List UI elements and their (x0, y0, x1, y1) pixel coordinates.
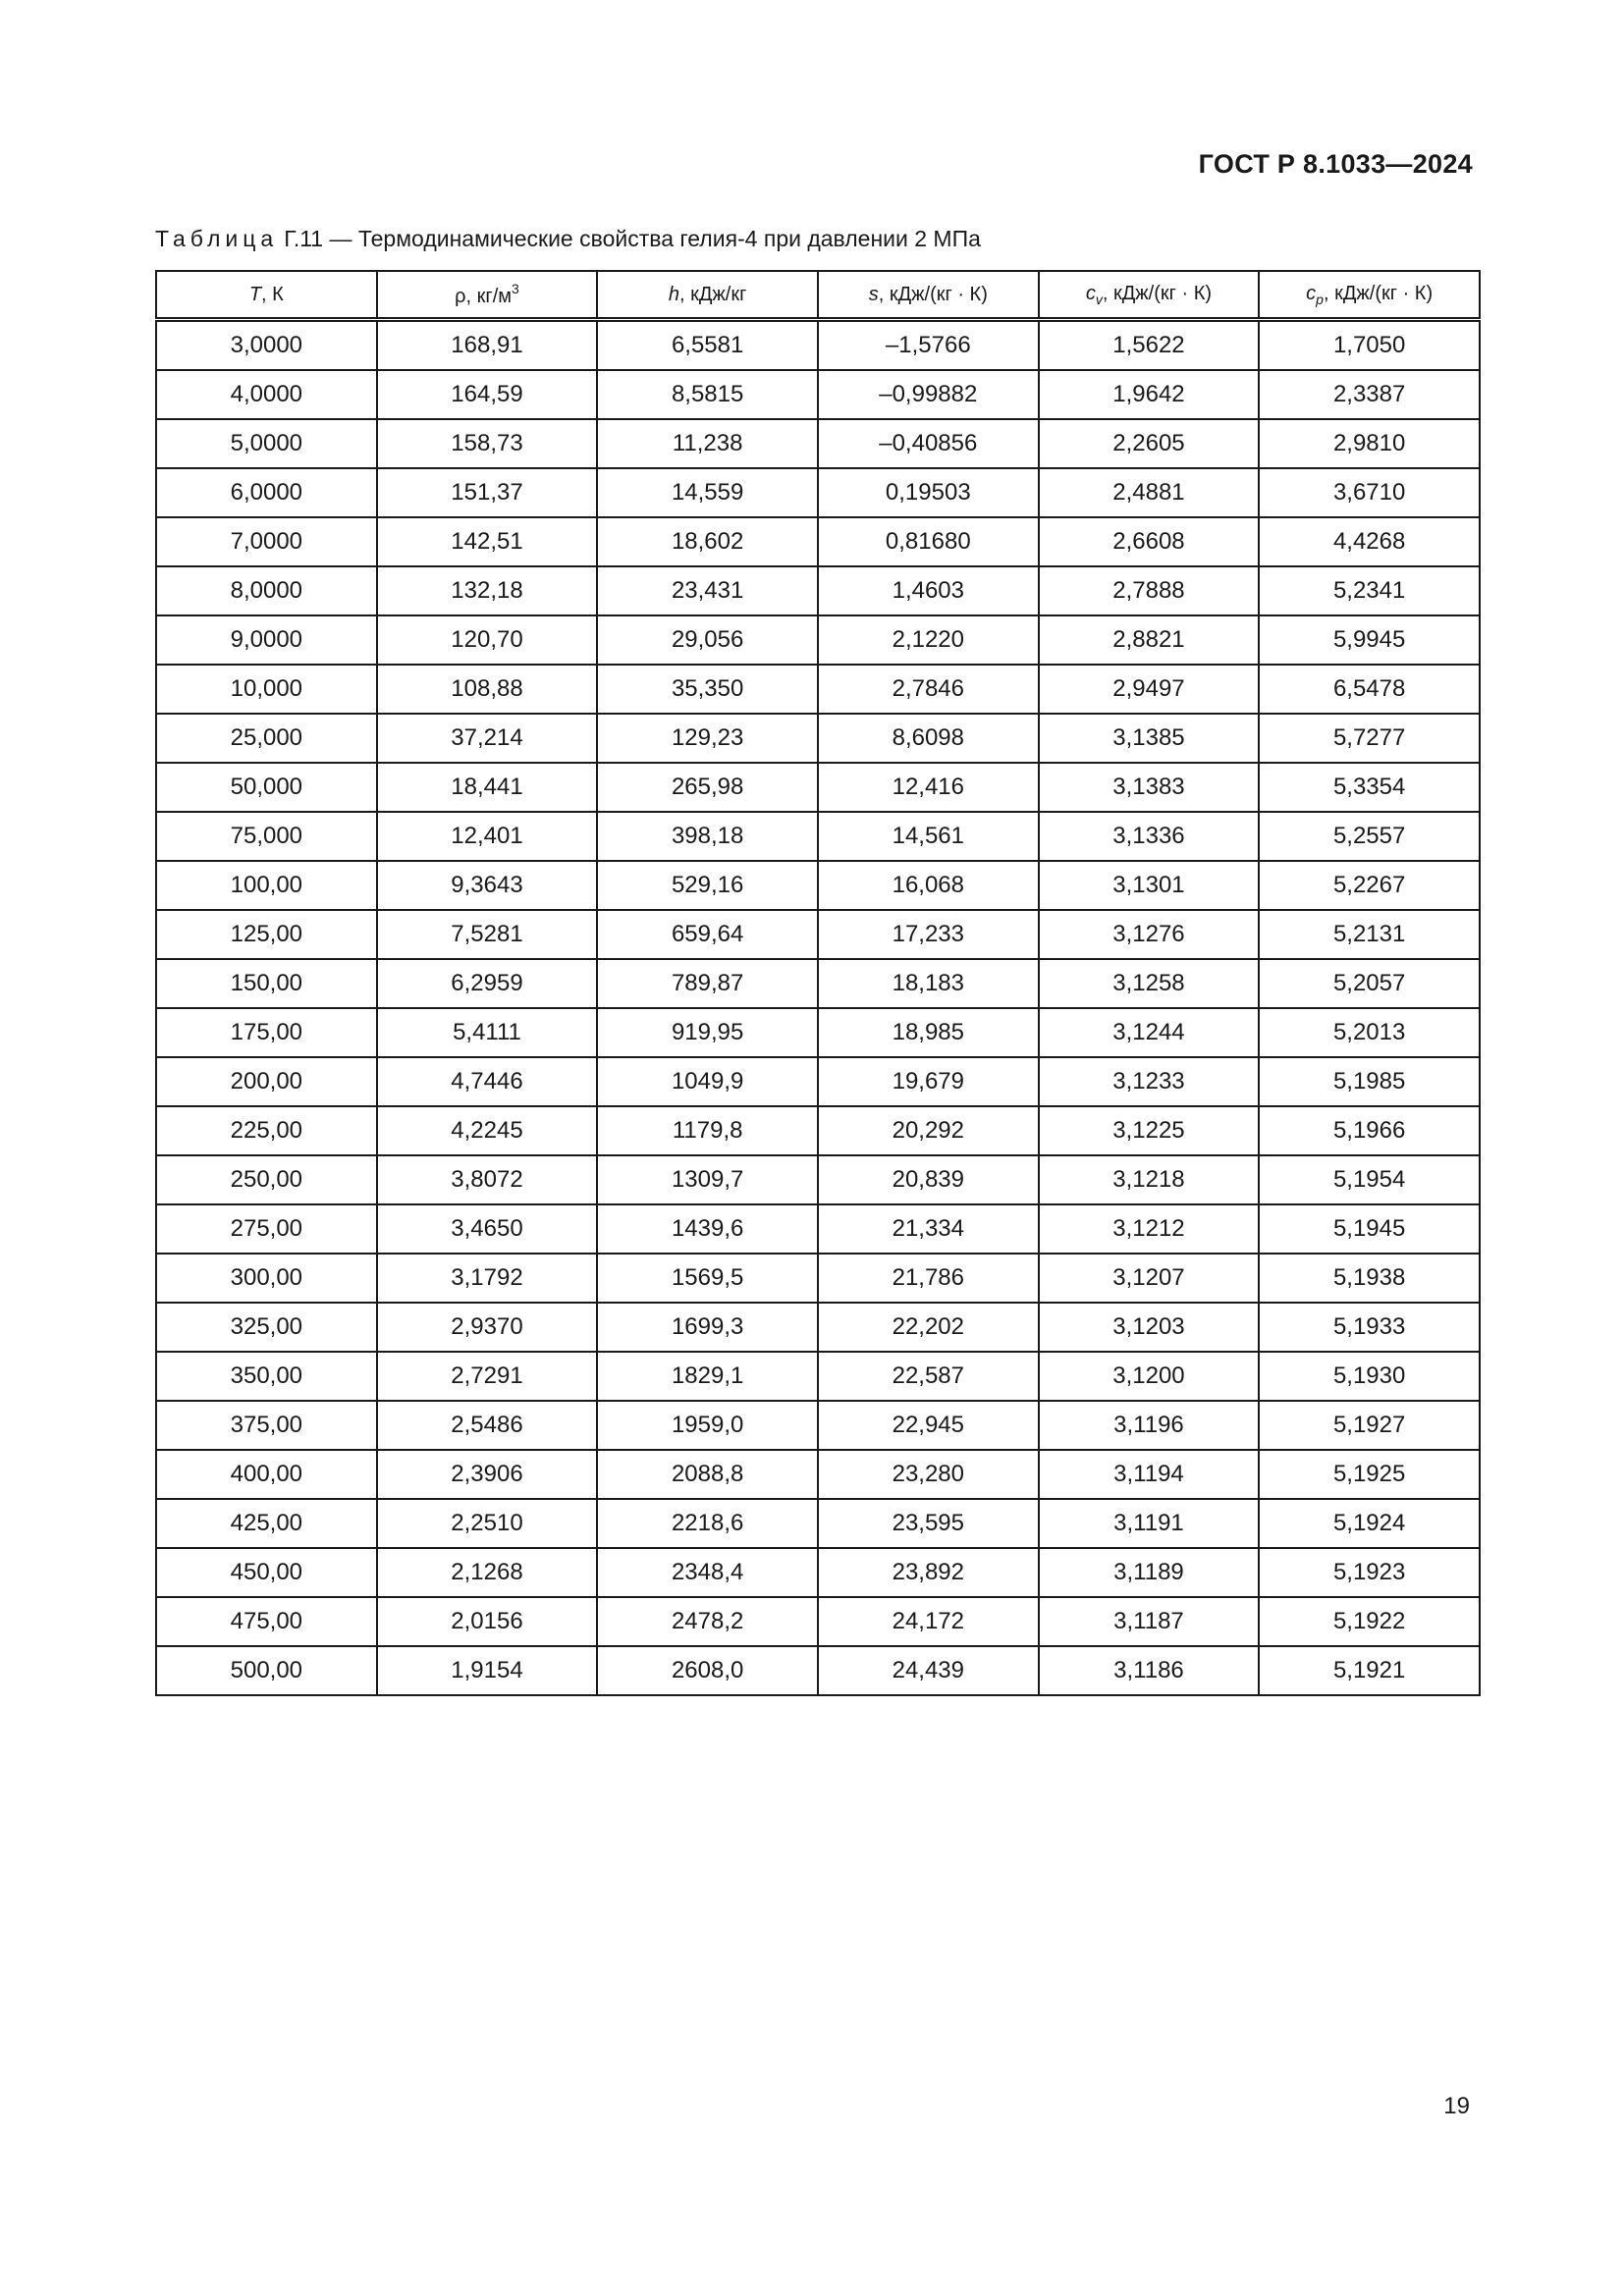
table-cell: 12,401 (377, 812, 598, 861)
table-row (156, 1548, 1480, 1597)
table-cell: 1,7050 (1259, 320, 1480, 371)
table-cell: 2,0156 (377, 1597, 598, 1646)
column-symbol: h (668, 283, 679, 305)
table-cell: 16,068 (818, 861, 1039, 910)
table-cell: 3,1196 (1039, 1401, 1260, 1450)
table-cell: 5,0000 (156, 419, 377, 468)
table-cell: 100,00 (156, 861, 377, 910)
table-cell: 6,2959 (377, 959, 598, 1008)
table-cell: 5,1927 (1259, 1401, 1480, 1450)
table-cell: 120,70 (377, 615, 598, 665)
table-cell: 14,561 (818, 812, 1039, 861)
table-cell: 21,334 (818, 1204, 1039, 1254)
table-cell: 2218,6 (597, 1499, 818, 1548)
table-cell: 5,3354 (1259, 763, 1480, 812)
table-row (156, 1155, 1480, 1204)
table-cell: 1699,3 (597, 1303, 818, 1352)
table-cell: 3,1187 (1039, 1597, 1260, 1646)
table-cell: 3,1233 (1039, 1057, 1260, 1106)
table-cell: 1829,1 (597, 1352, 818, 1401)
table-row (156, 763, 1480, 812)
table-row (156, 1499, 1480, 1548)
table-cell: 5,4111 (377, 1008, 598, 1057)
table-cell: 18,441 (377, 763, 598, 812)
table-cell: 2,1268 (377, 1548, 598, 1597)
table-cell: 3,1203 (1039, 1303, 1260, 1352)
table-cell: 19,679 (818, 1057, 1039, 1106)
table-cell: 3,1383 (1039, 763, 1260, 812)
table-row (156, 714, 1480, 763)
table-cell: 3,1186 (1039, 1646, 1260, 1695)
table-cell: 1309,7 (597, 1155, 818, 1204)
table-cell: 325,00 (156, 1303, 377, 1352)
table-cell: –0,99882 (818, 370, 1039, 419)
table-cell: 225,00 (156, 1106, 377, 1155)
table-cell: 23,431 (597, 566, 818, 615)
table-cell: 2,5486 (377, 1401, 598, 1450)
table-cell: 2,9370 (377, 1303, 598, 1352)
table-row (156, 1008, 1480, 1057)
column-header-entropy (818, 271, 1039, 320)
table-cell: 9,3643 (377, 861, 598, 910)
table-cell: 2,7846 (818, 665, 1039, 714)
column-header-density (377, 271, 598, 320)
table-cell: 5,2013 (1259, 1008, 1480, 1057)
column-header-cv (1039, 271, 1260, 320)
table-cell: 23,280 (818, 1450, 1039, 1499)
table-cell: 23,595 (818, 1499, 1039, 1548)
table-cell: 1,9154 (377, 1646, 598, 1695)
table-row (156, 1646, 1480, 1695)
table-cell: 375,00 (156, 1401, 377, 1450)
table-cell: 3,1207 (1039, 1254, 1260, 1303)
table-cell: 8,5815 (597, 370, 818, 419)
table-cell: 18,183 (818, 959, 1039, 1008)
table-cell: 132,18 (377, 566, 598, 615)
table-row (156, 861, 1480, 910)
table-cell: 5,1923 (1259, 1548, 1480, 1597)
table-cell: 35,350 (597, 665, 818, 714)
table-cell: 475,00 (156, 1597, 377, 1646)
table-cell: 2,9497 (1039, 665, 1260, 714)
table-cell: 108,88 (377, 665, 598, 714)
table-cell: 3,1301 (1039, 861, 1260, 910)
table-cell: 5,1922 (1259, 1597, 1480, 1646)
table-cell: 6,0000 (156, 468, 377, 517)
table-cell: 4,0000 (156, 370, 377, 419)
table-cell: 2,4881 (1039, 468, 1260, 517)
table-cell: 4,7446 (377, 1057, 598, 1106)
table-cell: 3,1194 (1039, 1450, 1260, 1499)
table-cell: 1959,0 (597, 1401, 818, 1450)
table-row (156, 615, 1480, 665)
table-cell: 3,1336 (1039, 812, 1260, 861)
column-unit: , кДж/кг (679, 283, 747, 305)
table-cell: 1049,9 (597, 1057, 818, 1106)
table-cell: 5,2557 (1259, 812, 1480, 861)
table-row (156, 468, 1480, 517)
column-symbol: ρ (455, 286, 466, 307)
table-cell: 1,5622 (1039, 320, 1260, 371)
thermo-properties-table (155, 270, 1481, 1696)
table-cell: –1,5766 (818, 320, 1039, 371)
table-cell: 7,0000 (156, 517, 377, 566)
table-cell: 2348,4 (597, 1548, 818, 1597)
table-cell: 2478,2 (597, 1597, 818, 1646)
table-row (156, 370, 1480, 419)
table-row (156, 419, 1480, 468)
table-header-row (156, 271, 1480, 320)
table-cell: 3,1225 (1039, 1106, 1260, 1155)
column-unit: , кДж/(кг · К) (1102, 282, 1213, 304)
table-cell: 2,7291 (377, 1352, 598, 1401)
table-cell: 3,6710 (1259, 468, 1480, 517)
table-cell: 125,00 (156, 910, 377, 959)
table-cell: 3,1200 (1039, 1352, 1260, 1401)
table-cell: 3,1191 (1039, 1499, 1260, 1548)
table-caption (155, 226, 981, 252)
table-caption-text: Г.11 — Термодинамические свойства гелия-4 при давлении 2 МПа (284, 226, 981, 251)
table-cell: 5,2267 (1259, 861, 1480, 910)
table-row (156, 1597, 1480, 1646)
table-cell: 2,2510 (377, 1499, 598, 1548)
table-cell: 1439,6 (597, 1204, 818, 1254)
table-row (156, 959, 1480, 1008)
table-cell: 2,8821 (1039, 615, 1260, 665)
table-cell: 158,73 (377, 419, 598, 468)
table-cell: 1569,5 (597, 1254, 818, 1303)
table-row (156, 1401, 1480, 1450)
table-cell: 1,4603 (818, 566, 1039, 615)
table-cell: 8,6098 (818, 714, 1039, 763)
table-cell: 5,9945 (1259, 615, 1480, 665)
table-row (156, 1106, 1480, 1155)
table-cell: 129,23 (597, 714, 818, 763)
table-cell: 5,1966 (1259, 1106, 1480, 1155)
table-row (156, 320, 1480, 371)
table-cell: 4,4268 (1259, 517, 1480, 566)
table-cell: 1179,8 (597, 1106, 818, 1155)
column-header-cp (1259, 271, 1480, 320)
table-cell: 5,1954 (1259, 1155, 1480, 1204)
table-cell: 24,172 (818, 1597, 1039, 1646)
table-cell: 2,3387 (1259, 370, 1480, 419)
table-cell: 2,3906 (377, 1450, 598, 1499)
table-cell: 25,000 (156, 714, 377, 763)
table-cell: 6,5478 (1259, 665, 1480, 714)
column-symbol: s (868, 283, 879, 305)
table-cell: 9,0000 (156, 615, 377, 665)
table-cell: 168,91 (377, 320, 598, 371)
table-cell: 22,587 (818, 1352, 1039, 1401)
table-cell: 3,1244 (1039, 1008, 1260, 1057)
table-cell: 150,00 (156, 959, 377, 1008)
table-cell: 789,87 (597, 959, 818, 1008)
table-cell: 5,2057 (1259, 959, 1480, 1008)
table-cell: 300,00 (156, 1254, 377, 1303)
table-row (156, 812, 1480, 861)
table-cell: 142,51 (377, 517, 598, 566)
table-cell: 2,2605 (1039, 419, 1260, 468)
table-cell: 0,19503 (818, 468, 1039, 517)
column-unit: , кг/м (465, 286, 513, 307)
table-cell: 20,839 (818, 1155, 1039, 1204)
table-body (156, 320, 1480, 1696)
table-cell: 3,4650 (377, 1204, 598, 1254)
table-cell: 2,9810 (1259, 419, 1480, 468)
table-cell: 3,0000 (156, 320, 377, 371)
table-cell: 8,0000 (156, 566, 377, 615)
table-row (156, 566, 1480, 615)
table-cell: 1,9642 (1039, 370, 1260, 419)
table-cell: 3,1258 (1039, 959, 1260, 1008)
table-cell: 10,000 (156, 665, 377, 714)
table-cell: 23,892 (818, 1548, 1039, 1597)
table-caption-label: Таблица (155, 226, 279, 251)
table-cell: 450,00 (156, 1548, 377, 1597)
table-cell: 400,00 (156, 1450, 377, 1499)
table-row (156, 517, 1480, 566)
table-cell: 398,18 (597, 812, 818, 861)
table-cell: 22,202 (818, 1303, 1039, 1352)
page-number: 19 (1443, 2093, 1470, 2119)
column-subscript: p (1316, 291, 1324, 307)
table-cell: 20,292 (818, 1106, 1039, 1155)
table-cell: 3,8072 (377, 1155, 598, 1204)
table-cell: 2608,0 (597, 1646, 818, 1695)
table-cell: 11,238 (597, 419, 818, 468)
table-cell: 7,5281 (377, 910, 598, 959)
table-row (156, 1450, 1480, 1499)
table-cell: 265,98 (597, 763, 818, 812)
column-symbol: c (1306, 282, 1317, 304)
table-cell: 12,416 (818, 763, 1039, 812)
table-cell: 5,1938 (1259, 1254, 1480, 1303)
table-cell: 5,1945 (1259, 1204, 1480, 1254)
table-cell: 3,1212 (1039, 1204, 1260, 1254)
table-cell: 250,00 (156, 1155, 377, 1204)
table-cell: 659,64 (597, 910, 818, 959)
table-cell: 5,1924 (1259, 1499, 1480, 1548)
column-unit: , кДж/(кг · К) (878, 283, 988, 305)
table-cell: –0,40856 (818, 419, 1039, 468)
table-cell: 3,1218 (1039, 1155, 1260, 1204)
table-row (156, 1352, 1480, 1401)
column-symbol: T (248, 283, 262, 305)
table-row (156, 665, 1480, 714)
table-cell: 4,2245 (377, 1106, 598, 1155)
table-cell: 2,7888 (1039, 566, 1260, 615)
table-cell: 50,000 (156, 763, 377, 812)
table-cell: 500,00 (156, 1646, 377, 1695)
table-cell: 18,602 (597, 517, 818, 566)
column-unit: , К (261, 283, 284, 305)
table-cell: 5,1921 (1259, 1646, 1480, 1695)
table-cell: 37,214 (377, 714, 598, 763)
table-cell: 3,1276 (1039, 910, 1260, 959)
table-cell: 6,5581 (597, 320, 818, 371)
table-cell: 29,056 (597, 615, 818, 665)
table-cell: 14,559 (597, 468, 818, 517)
table-cell: 22,945 (818, 1401, 1039, 1450)
table-cell: 2,1220 (818, 615, 1039, 665)
table-cell: 175,00 (156, 1008, 377, 1057)
table-cell: 17,233 (818, 910, 1039, 959)
column-unit-superscript: 3 (512, 281, 519, 296)
table-row (156, 1303, 1480, 1352)
table-cell: 200,00 (156, 1057, 377, 1106)
table-row (156, 1254, 1480, 1303)
table-row (156, 1204, 1480, 1254)
table-cell: 350,00 (156, 1352, 377, 1401)
table-cell: 24,439 (818, 1646, 1039, 1695)
table-cell: 3,1385 (1039, 714, 1260, 763)
table-cell: 5,2341 (1259, 566, 1480, 615)
column-header-enthalpy (597, 271, 818, 320)
column-header-temperature (156, 271, 377, 320)
table-cell: 275,00 (156, 1204, 377, 1254)
table-cell: 75,000 (156, 812, 377, 861)
table-cell: 529,16 (597, 861, 818, 910)
table-cell: 151,37 (377, 468, 598, 517)
table-cell: 3,1792 (377, 1254, 598, 1303)
table-cell: 2088,8 (597, 1450, 818, 1499)
column-unit: , кДж/(кг · К) (1323, 282, 1434, 304)
table-cell: 5,2131 (1259, 910, 1480, 959)
table-cell: 2,6608 (1039, 517, 1260, 566)
table-row (156, 1057, 1480, 1106)
table-cell: 164,59 (377, 370, 598, 419)
table-cell: 21,786 (818, 1254, 1039, 1303)
table-cell: 5,1925 (1259, 1450, 1480, 1499)
table-cell: 5,7277 (1259, 714, 1480, 763)
table-cell: 5,1930 (1259, 1352, 1480, 1401)
table-cell: 18,985 (818, 1008, 1039, 1057)
document-code: ГОСТ Р 8.1033—2024 (1198, 149, 1473, 179)
table-cell: 5,1985 (1259, 1057, 1480, 1106)
table-cell: 425,00 (156, 1499, 377, 1548)
table-cell: 5,1933 (1259, 1303, 1480, 1352)
column-subscript: v (1095, 291, 1103, 307)
column-symbol: c (1085, 282, 1096, 304)
table-cell: 0,81680 (818, 517, 1039, 566)
table-row (156, 910, 1480, 959)
table-cell: 919,95 (597, 1008, 818, 1057)
table-cell: 3,1189 (1039, 1548, 1260, 1597)
